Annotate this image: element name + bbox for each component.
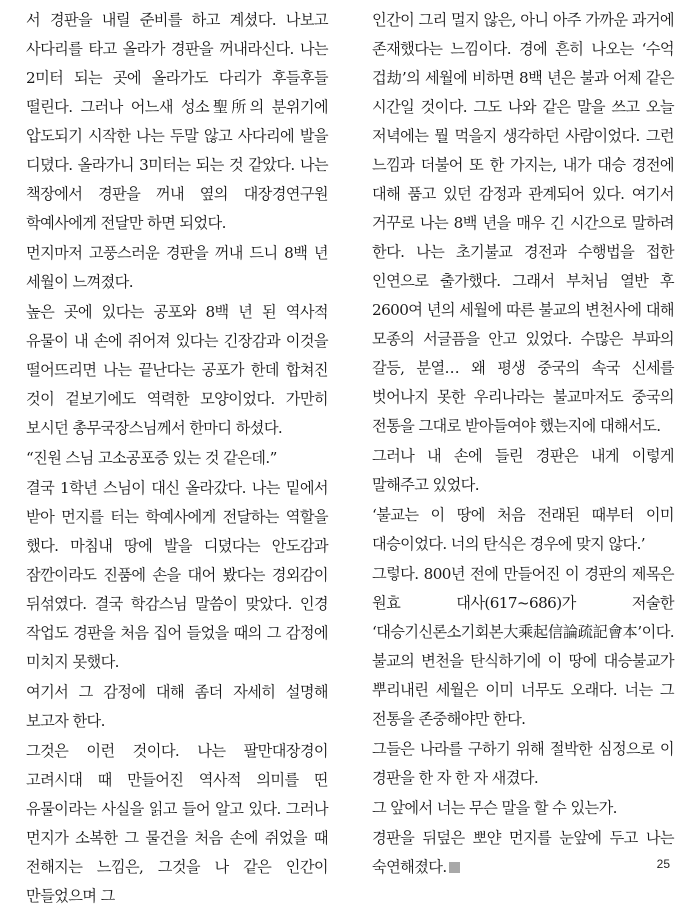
paragraph: 그 앞에서 너는 무슨 말을 할 수 있는가. [372, 799, 617, 817]
end-mark-icon [449, 862, 460, 873]
paragraph: 여기서 그 감정에 대해 좀더 자세히 설명해 보고자 한다. [26, 683, 328, 730]
paragraph: 결국 1학년 스님이 대신 올라갔다. 나는 밑에서 받아 먼지를 터는 학예사에게 전달하는 역할을 했다. 마침내 땅에 발을 디뎠다는 안도감과 잠깐이라도 진품에 손을 대어 봤다는 경외감이 뒤섞였다. 결국 학감스님 말씀이 맞았다. 인경 작업도 경판을 처음 집어 들었을 때의 그 감정에 미치지 못했다. [26, 479, 328, 671]
paragraph: 먼지마저 고풍스러운 경판을 꺼내 드니 8백 년 세월이 느껴졌다. [26, 244, 328, 291]
quote-paragraph: ‘불교는 이 땅에 처음 전래된 때부터 이미 대승이었다. 너의 탄식은 경우에 맞지 않다.’ [372, 506, 674, 553]
paragraph: 높은 곳에 있다는 공포와 8백 년 된 역사적 유물이 내 손에 쥐어져 있다는 긴장감과 이것을 떨어뜨리면 나는 끝난다는 공포가 한데 합쳐진 것이 겉보기에도 역력한 모양이었다. 가만히 보시던 총무국장스님께서 한마디 하셨다. [26, 303, 328, 437]
page-number: 25 [656, 857, 670, 871]
left-column [26, 6, 328, 912]
paragraph: 그렇다. 800년 전에 만들어진 이 경판의 제목은 원효 대사(617~686)가 저술한 ‘대승기신론소기회본大乘起信論疏記會本’이다. 불교의 변천을 탄식하기에 이 땅에 대승불교가 뿌리내린 세월은 이미 너무도 오래다. 너는 그 전통을 존중해야만 한다. [372, 565, 674, 728]
final-paragraph-text: 경판을 뒤덮은 뽀얀 먼지를 눈앞에 두고 나는 숙연해졌다. [372, 829, 674, 876]
paragraph: 그러나 내 손에 들린 경판은 내게 이렇게 말해주고 있었다. [372, 447, 674, 494]
paragraph: 그것은 이런 것이다. 나는 팔만대장경이 고려시대 때 만들어진 역사적 의미를 띤 유물이라는 사실을 읽고 들어 알고 있다. 그러나 먼지가 소복한 그 물건을 처음 손에 쥐었을 때 전해지는 느낌은, 그것을 나 같은 인간이 만들었으며 그 [26, 742, 328, 905]
paragraph: 그들은 나라를 구하기 위해 절박한 심정으로 이 경판을 한 자 한 자 새겼다. [372, 740, 674, 787]
paragraph: 인간이 그리 멀지 않은, 아니 아주 가까운 과거에 존재했다는 느낌이다. 경에 흔히 나오는 ‘수억 겁劫’의 세월에 비하면 8백 년은 불과 어제 같은 시간일 것이다. 그도 나와 같은 말을 쓰고 오늘 저녁에는 뭘 먹을지 생각하던 사람이었다. 그런 느낌과 더불어 또 한 가지는, 내가 대승 경전에 대해 품고 있던 감정과 관계되어 있다. 여기서 거꾸로 나는 8백 년을 매우 긴 시간으로 말하려 한다. 나는 초기불교 경전과 수행법을 접한 인연으로 출가했다. 그래서 부처님 열반 후 2600여 년의 세월에 따른 불교의 변천사에 대해 모종의 서글픔을 안고 있었다. 수많은 부파의 갈등, 분열… 왜 평생 중국의 속국 신세를 벗어나지 못한 우리나라는 불교마저도 중국의 전통을 그대로 받아들여야 했는지에 대해서도. [372, 11, 674, 435]
final-paragraph [372, 824, 674, 882]
quote-paragraph: “진원 스님 고소공포증 있는 것 같은데.” [26, 449, 277, 467]
right-column [372, 6, 674, 883]
paragraph: 서 경판을 내릴 준비를 하고 계셨다. 나보고 사다리를 타고 올라가 경판을 꺼내라신다. 나는 2미터 되는 곳에 올라가도 다리가 후들후들 떨린다. 그러나 어느새 성소聖所의 분위기에 압도되기 시작한 나는 두말 않고 사다리에 발을 디뎠다. 올라가니 3미터는 되는 것 같았다. 나는 책장에서 경판을 꺼내 옆의 대장경연구원 학예사에게 전달만 하면 되었다. [26, 11, 328, 232]
